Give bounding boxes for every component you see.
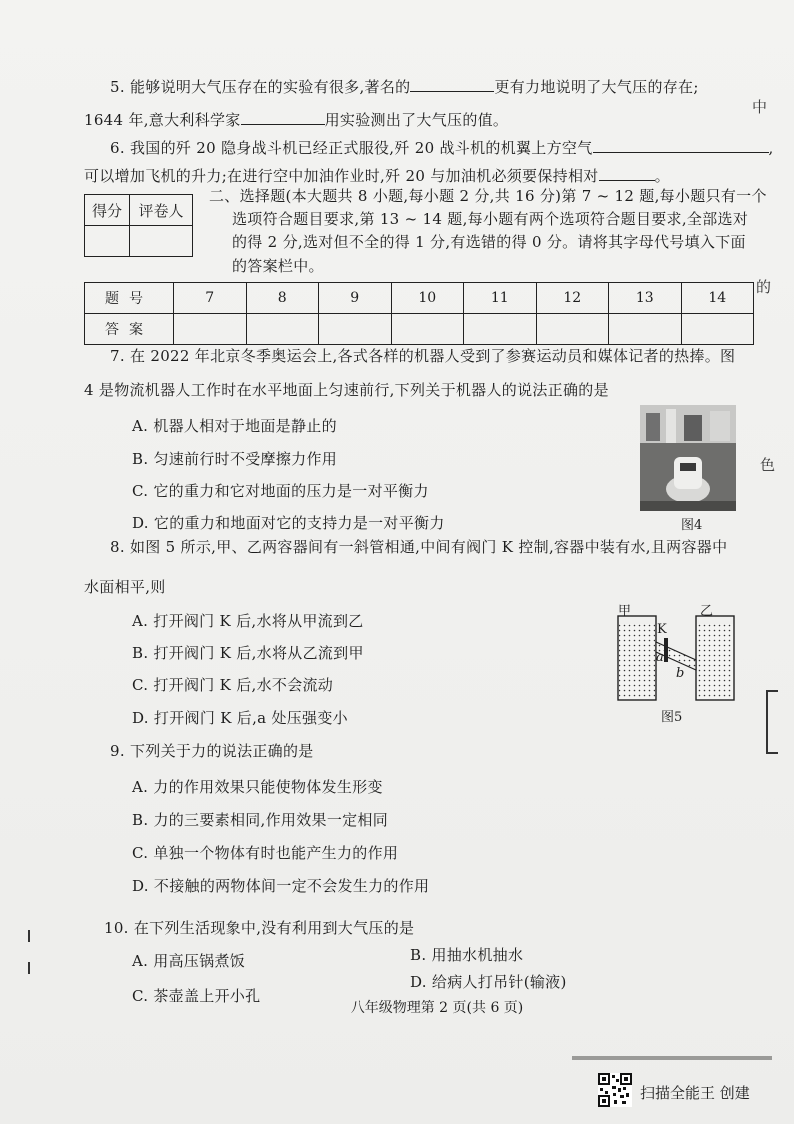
q-number: 13 [609, 283, 682, 314]
q8-option-d[interactable]: D. 打开阀门 K 后,a 处压强变小 [132, 709, 348, 727]
q5-blank-2[interactable] [241, 110, 325, 125]
margin-bracket [766, 690, 778, 754]
answer-cell[interactable] [536, 314, 609, 345]
q9-option-a[interactable]: A. 力的作用效果只能使物体发生形变 [132, 778, 383, 796]
q8-option-c[interactable]: C. 打开阀门 K 后,水不会流动 [132, 676, 334, 694]
answer-cell[interactable] [391, 314, 464, 345]
score-label: 得分 [85, 195, 130, 226]
answer-cell[interactable] [319, 314, 392, 345]
figure-5-label-b: b [676, 666, 685, 681]
figure-4-robot-photo [640, 405, 736, 511]
q9-option-b[interactable]: B. 力的三要素相同,作用效果一定相同 [132, 811, 389, 829]
q7-option-a[interactable]: A. 机器人相对于地面是静止的 [132, 417, 337, 435]
q7-stem-line2: 4 是物流机器人工作时在水平地面上匀速前行,下列关于机器人的说法正确的是 [84, 381, 609, 399]
q6-comma: , [768, 139, 774, 157]
q5-text-a: 5. 能够说明大气压存在的实验有很多,著名的 [110, 78, 411, 96]
q-number: 8 [246, 283, 319, 314]
answer-cell[interactable] [609, 314, 682, 345]
figure-5-caption: 图5 [661, 710, 683, 725]
q7-option-c[interactable]: C. 它的重力和它对地面的压力是一对平衡力 [132, 482, 429, 500]
answer-cell[interactable] [464, 314, 537, 345]
q6-blank-1[interactable] [593, 138, 769, 153]
q8-option-b[interactable]: B. 打开阀门 K 后,水将从乙流到甲 [132, 644, 364, 662]
q6-text-c: 。 [654, 167, 670, 185]
answer-cell[interactable] [174, 314, 247, 345]
row-label-answer: 答案 [85, 314, 174, 345]
answer-cell[interactable] [681, 314, 754, 345]
q5-blank-1[interactable] [410, 77, 494, 92]
grader-cell[interactable] [130, 226, 193, 257]
answer-table-row-answers [85, 314, 754, 345]
q6-text-a: 6. 我国的歼 20 隐身战斗机已经正式服役,歼 20 战斗机的机翼上方空气 [110, 139, 593, 157]
q6-line2 [84, 166, 670, 186]
left-margin-mark [28, 962, 30, 974]
answer-table [84, 282, 754, 345]
answer-cell[interactable] [246, 314, 319, 345]
q10-option-d[interactable]: D. 给病人打吊针(输液) [410, 973, 567, 991]
section2-line2: 选项符合题目要求,第 13 ~ 14 题,每小题有两个选项符合题目要求,全部选对 [232, 210, 749, 228]
q5-line1 [110, 77, 699, 97]
score-cell[interactable] [85, 226, 130, 257]
figure-5-label-jia: 甲 [618, 604, 632, 619]
margin-char-2: 的 [756, 278, 772, 296]
q5-text-c: 1644 年,意大利科学家 [84, 111, 241, 129]
score-box [84, 194, 193, 257]
page-footer: 八年级物理第 2 页(共 6 页) [350, 1000, 524, 1016]
q7-option-d[interactable]: D. 它的重力和地面对它的支持力是一对平衡力 [132, 514, 445, 532]
q-number: 9 [319, 283, 392, 314]
bottom-edge-shadow [572, 1056, 772, 1060]
q10-option-a[interactable]: A. 用高压锅煮饭 [132, 952, 246, 970]
q-number: 11 [464, 283, 537, 314]
figure-5-label-yi: 乙 [700, 604, 714, 619]
q9-stem: 9. 下列关于力的说法正确的是 [110, 742, 314, 760]
q-number: 12 [536, 283, 609, 314]
q8-stem-line1: 8. 如图 5 所示,甲、乙两容器间有一斜管相通,中间有阀门 K 控制,容器中装有水,且两容器中 [110, 538, 728, 556]
q8-stem-line2: 水面相平,则 [84, 578, 166, 596]
watermark-text: 扫描全能王 创建 [640, 1084, 750, 1102]
q6-text-b: 可以增加飞机的升力;在进行空中加油作业时,歼 20 与加油机必须要保持相对 [84, 167, 599, 185]
answer-table-row-numbers [85, 283, 754, 314]
q10-option-c[interactable]: C. 茶壶盖上开小孔 [132, 987, 261, 1005]
left-margin-mark [28, 930, 30, 942]
figure-5-label-k: K [657, 622, 667, 637]
figure-4-caption: 图4 [681, 518, 703, 533]
q10-option-b[interactable]: B. 用抽水机抽水 [410, 946, 524, 964]
q6-line1 [110, 138, 774, 158]
section2-line4: 的答案栏中。 [232, 257, 324, 275]
q7-option-b[interactable]: B. 匀速前行时不受摩擦力作用 [132, 450, 338, 468]
q9-option-c[interactable]: C. 单独一个物体有时也能产生力的作用 [132, 844, 399, 862]
q5-text-d: 用实验测出了大气压的值。 [324, 111, 509, 129]
row-label-number: 题号 [85, 283, 174, 314]
q-number: 7 [174, 283, 247, 314]
grader-label: 评卷人 [130, 195, 193, 226]
q5-line2 [84, 110, 508, 130]
q7-stem-line1: 7. 在 2022 年北京冬季奥运会上,各式各样的机器人受到了参赛运动员和媒体记者的热捧。图 [110, 347, 736, 365]
qr-code-icon [598, 1073, 632, 1107]
q-number: 10 [391, 283, 464, 314]
margin-char-1: 中 [752, 98, 768, 116]
figure-5-label-a: a [656, 650, 664, 665]
q-number: 14 [681, 283, 754, 314]
q10-stem: 10. 在下列生活现象中,没有利用到大气压的是 [104, 919, 415, 937]
margin-char-3: 色 [760, 456, 776, 474]
figure-5-containers-diagram [612, 598, 742, 704]
section2-line1: 二、选择题(本大题共 8 小题,每小题 2 分,共 16 分)第 7 ~ 12 题,每小题只有一个 [209, 187, 767, 205]
q6-blank-2[interactable] [599, 166, 655, 181]
q9-option-d[interactable]: D. 不接触的两物体间一定不会发生力的作用 [132, 877, 430, 895]
q5-text-b: 更有力地说明了大气压的存在; [494, 78, 699, 96]
q8-option-a[interactable]: A. 打开阀门 K 后,水将从甲流到乙 [132, 612, 364, 630]
section2-line3: 的得 2 分,选对但不全的得 1 分,有选错的得 0 分。请将其字母代号填入下面 [232, 233, 746, 251]
